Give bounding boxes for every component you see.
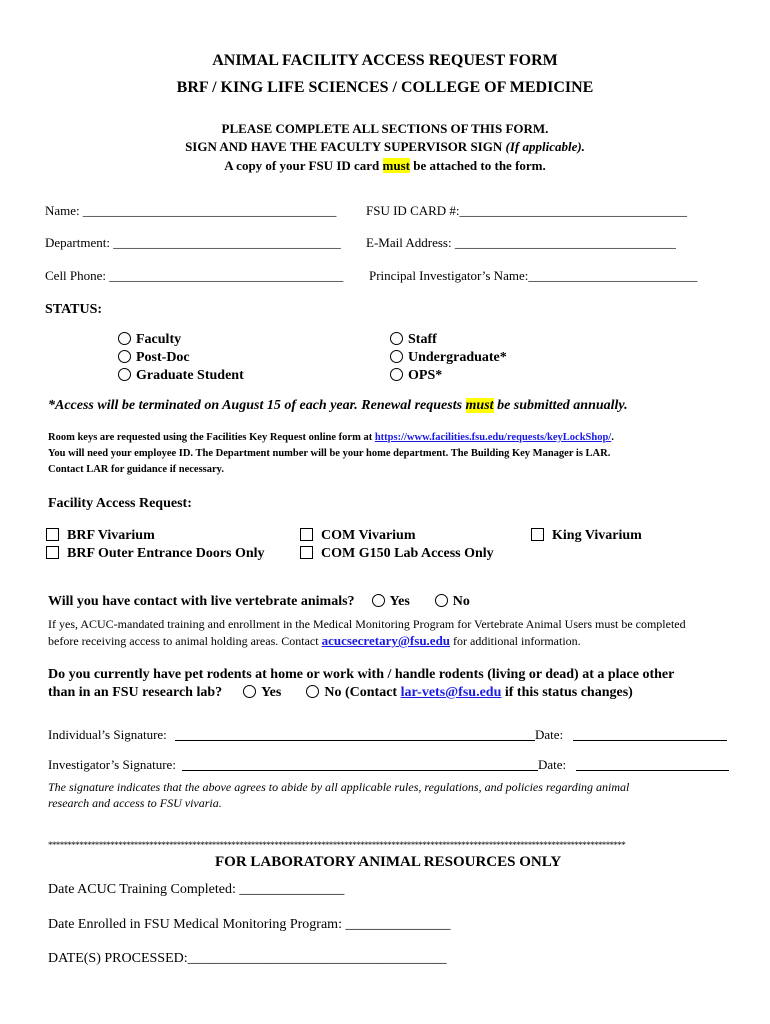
room-keys-line2: You will need your employee ID. The Department number will be your home department. The Building Key Manager is LAR. [48, 448, 611, 459]
radio-icon[interactable] [435, 594, 448, 607]
key-request-link[interactable]: https://www.facilities.fsu.edu/requests/keyLockShop/ [374, 432, 612, 443]
principal-investigator-field[interactable]: Principal Investigator’s Name:__________________________ [369, 268, 698, 283]
investigator-date-label: Date: [538, 757, 567, 772]
lar-only-heading: FOR LABORATORY ANIMAL RESOURCES ONLY [215, 854, 562, 870]
facility-option-label: BRF Outer Entrance Doors Only [67, 546, 265, 561]
room-keys-line3: Contact LAR for guidance if necessary. [48, 464, 224, 475]
dates-processed-field[interactable]: DATE(S) PROCESSED:_____________________________________ [48, 951, 447, 966]
rodent-no-option[interactable] [306, 685, 400, 700]
status-option-faculty[interactable] [118, 332, 181, 348]
signature-statement-line1: The signature indicates that the above agrees to abide by all applicable rules, regulations, and policies regarding animal [48, 780, 630, 794]
rodent-question-line2 [48, 685, 633, 701]
note-must: must [465, 398, 494, 413]
instruction-sign [0, 139, 770, 155]
access-termination-note [48, 398, 628, 414]
option-label: No (Contact [324, 685, 401, 700]
acuc-training-info-line2 [48, 633, 581, 649]
info-text: before receiving access to animal holding areas. Contact [48, 634, 322, 648]
rodent-question-line1: Do you currently have pet rodents at home or work with / handle rodents (living or dead) at a place other [48, 667, 675, 682]
form-subtitle: BRF / KING LIFE SCIENCES / COLLEGE OF MEDICINE [176, 79, 594, 96]
status-heading: STATUS: [45, 302, 103, 317]
note-text-end: be submitted annually. [493, 398, 628, 413]
facility-option-brf-outer-doors[interactable] [46, 546, 265, 562]
status-option-label: Graduate Student [136, 368, 244, 383]
status-option-label: Faculty [136, 332, 182, 347]
individual-date-label: Date: [535, 727, 564, 742]
status-option-undergraduate[interactable] [390, 350, 507, 366]
radio-icon[interactable] [390, 368, 403, 381]
facility-option-king-vivarium[interactable] [531, 528, 642, 544]
option-label: No [452, 594, 470, 609]
status-option-ops[interactable] [390, 368, 442, 384]
radio-icon[interactable] [390, 350, 403, 363]
checkbox-icon[interactable] [531, 528, 544, 541]
vertebrate-contact-question [48, 594, 470, 610]
instruction-id-text-end: be attached to the form. [410, 158, 546, 173]
vertebrate-no-option[interactable] [435, 594, 470, 609]
facility-option-label: BRF Vivarium [67, 528, 155, 543]
individual-signature-label: Individual’s Signature: [48, 727, 167, 742]
facility-option-label: King Vivarium [552, 528, 642, 543]
individual-date-line[interactable] [573, 740, 727, 741]
acuc-secretary-email-link[interactable]: acucsecretary@fsu.edu [321, 633, 451, 648]
facility-option-com-vivarium[interactable] [300, 528, 416, 544]
rodent-note-end: if this status changes) [501, 685, 633, 700]
radio-icon[interactable] [118, 332, 131, 345]
acuc-training-date-field[interactable]: Date ACUC Training Completed: _______________ [48, 882, 345, 897]
investigator-signature-label: Investigator’s Signature: [48, 757, 176, 772]
radio-icon[interactable] [390, 332, 403, 345]
radio-icon[interactable] [372, 594, 385, 607]
instruction-complete: PLEASE COMPLETE ALL SECTIONS OF THIS FORM. [221, 121, 549, 136]
rodent-question-text: than in an FSU research lab? [48, 685, 223, 700]
radio-icon[interactable] [243, 685, 256, 698]
instruction-id-copy [0, 158, 770, 174]
section-divider-stars: **************************************************************************************************************************************************** [48, 840, 626, 850]
instruction-id-must: must [382, 158, 410, 173]
room-keys-end: . [611, 432, 614, 443]
instruction-sign-applicable: (If applicable). [505, 139, 585, 154]
lar-vets-email-link[interactable]: lar-vets@fsu.edu [400, 685, 502, 700]
status-option-postdoc[interactable] [118, 350, 190, 366]
status-option-label: Post-Doc [136, 350, 190, 365]
checkbox-icon[interactable] [46, 528, 59, 541]
status-option-label: Undergraduate* [408, 350, 507, 365]
department-field[interactable]: Department: ___________________________________ [45, 235, 341, 250]
acuc-training-info-line1: If yes, ACUC-mandated training and enrollment in the Medical Monitoring Program for Vertebrate Animal Users must be completed [48, 617, 686, 631]
facility-option-com-g150[interactable] [300, 546, 494, 562]
option-label: Yes [261, 685, 282, 700]
signature-statement-line2: research and access to FSU vivaria. [48, 796, 222, 810]
status-option-staff[interactable] [390, 332, 437, 348]
form-title: ANIMAL FACILITY ACCESS REQUEST FORM [212, 52, 558, 69]
instruction-sign-text: SIGN AND HAVE THE FACULTY SUPERVISOR SIGN [185, 139, 506, 154]
vertebrate-yes-option[interactable] [372, 594, 410, 609]
rodent-yes-option[interactable] [243, 685, 281, 700]
individual-signature-line[interactable] [175, 740, 535, 741]
question-text: Will you have contact with live vertebrate animals? [48, 594, 355, 609]
facility-access-heading: Facility Access Request: [48, 496, 192, 511]
cell-phone-field[interactable]: Cell Phone: ____________________________________ [45, 268, 344, 283]
investigator-signature-line[interactable] [182, 770, 538, 771]
status-option-label: OPS* [408, 368, 443, 383]
room-keys-line1 [48, 432, 614, 443]
name-field[interactable]: Name: _______________________________________ [45, 203, 337, 218]
facility-option-label: COM G150 Lab Access Only [321, 546, 494, 561]
note-text: *Access will be terminated on August 15 of each year. Renewal requests [48, 398, 466, 413]
facility-option-label: COM Vivarium [321, 528, 416, 543]
status-option-graduate[interactable] [118, 368, 244, 384]
option-label: Yes [389, 594, 410, 609]
checkbox-icon[interactable] [300, 528, 313, 541]
medical-monitoring-date-field[interactable]: Date Enrolled in FSU Medical Monitoring Program: _______________ [48, 917, 451, 932]
status-option-label: Staff [408, 332, 437, 347]
checkbox-icon[interactable] [300, 546, 313, 559]
instruction-id-text: A copy of your FSU ID card [224, 158, 383, 173]
radio-icon[interactable] [306, 685, 319, 698]
facility-option-brf-vivarium[interactable] [46, 528, 155, 544]
checkbox-icon[interactable] [46, 546, 59, 559]
fsu-id-field[interactable]: FSU ID CARD #:___________________________________ [366, 203, 688, 218]
info-text-end: for additional information. [450, 634, 581, 648]
room-keys-text: Room keys are requested using the Facilities Key Request online form at [48, 432, 375, 443]
investigator-date-line[interactable] [576, 770, 729, 771]
radio-icon[interactable] [118, 368, 131, 381]
radio-icon[interactable] [118, 350, 131, 363]
email-field[interactable]: E-Mail Address: __________________________________ [366, 235, 676, 250]
